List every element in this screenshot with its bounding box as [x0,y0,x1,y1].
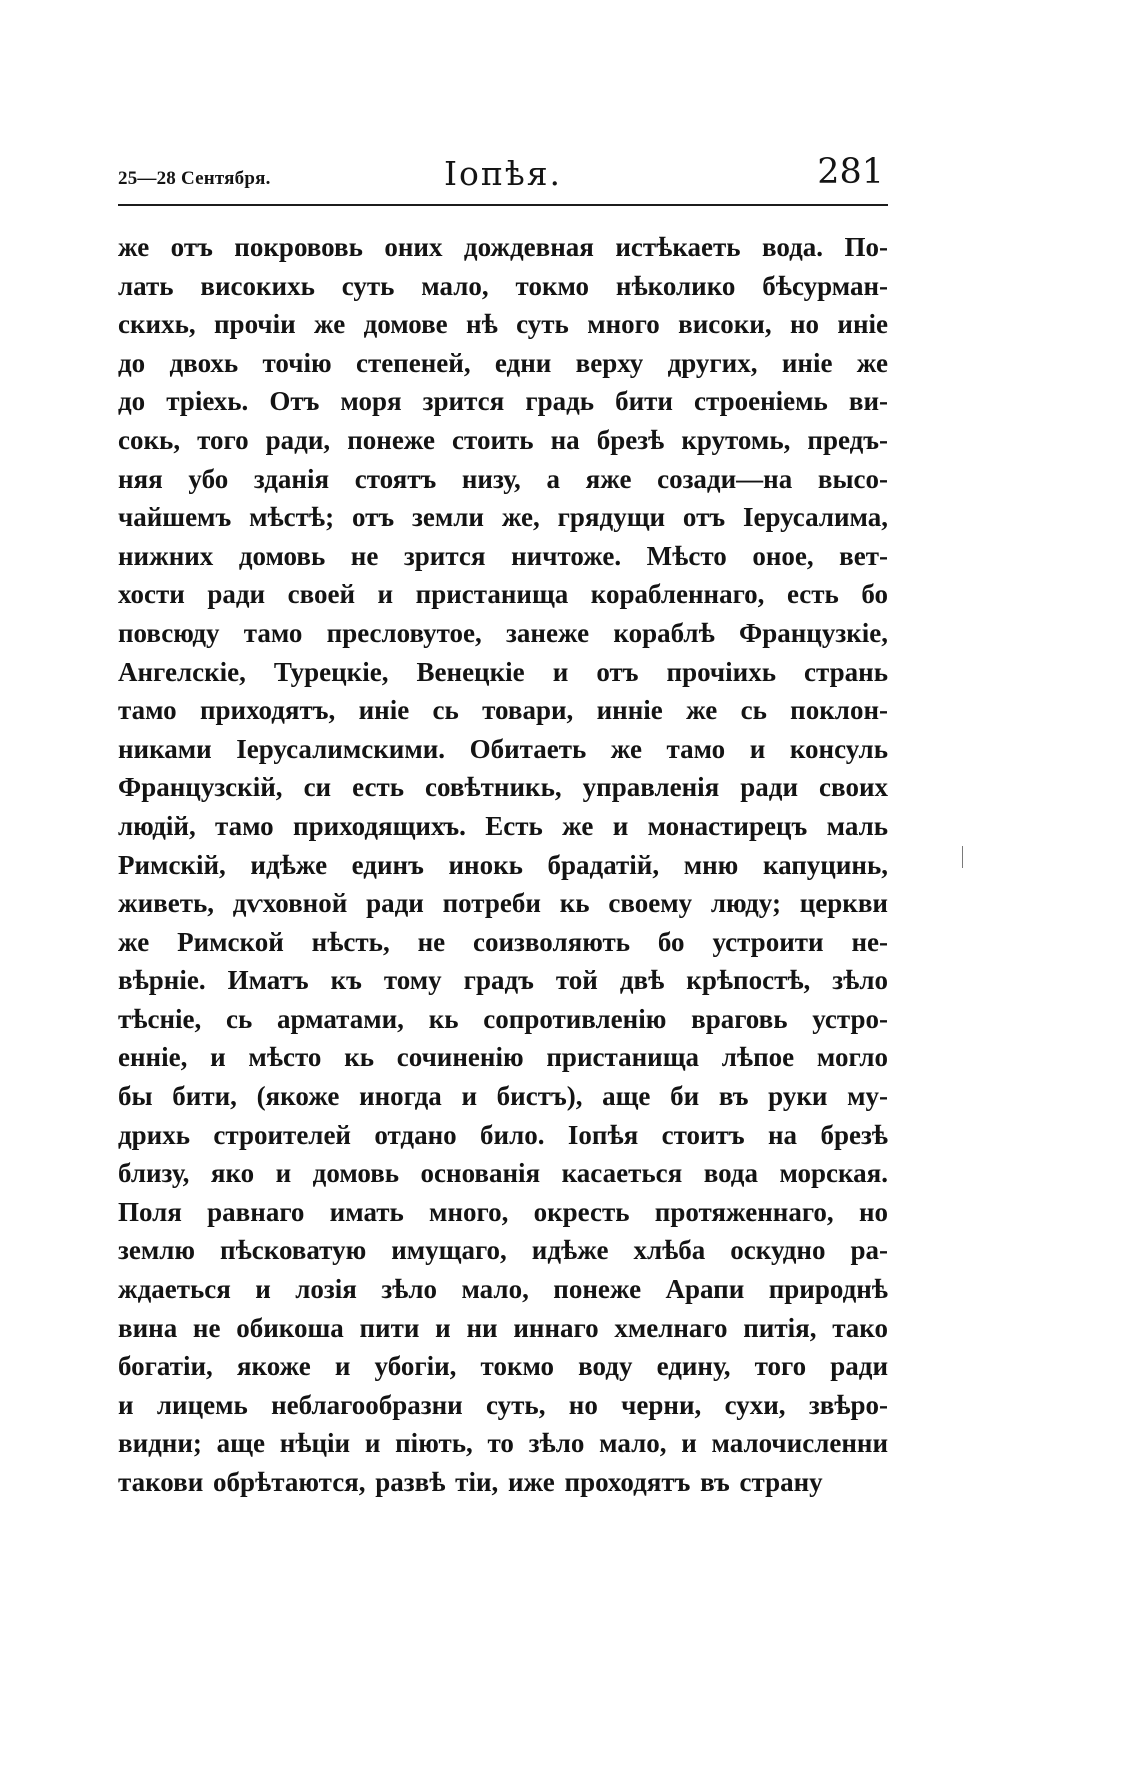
text-line: няя убо зданія стоятъ низу, а яже созади—на высо- [118,463,888,494]
text-line: хости ради своей и пристанища корабленнаго, есть бо [118,579,888,610]
text-line: Французскій, си есть совѣтникь, управленія ради своих [118,772,888,803]
text-line: тамо приходятъ, иніе сь товари, инніе же сь поклон- [118,695,888,726]
text-line: видни; аще нѣціи и піють, то зѣло мало, и малочисленни [118,1428,888,1459]
text-line: никами Іерусалимскими. Обитаеть же тамо и консуль [118,733,888,764]
text-line: дрихь строителей отдано било. Іопѣя стоитъ на брезѣ [118,1119,888,1150]
header-title: Іопѣя. [443,154,563,193]
text-line: Ангелскіе, Турецкіе, Венецкіе и отъ прочіихь странь [118,656,888,687]
text-line: до тріехь. Отъ моря зрится градь бити строеніемь ви- [118,386,888,417]
text-line: и лицемь неблагообразни суть, но черни, сухи, звѣро- [118,1389,888,1420]
page-number: 281 [817,152,884,192]
text-line: такови обрѣтаются, развѣ тіи, иже проходятъ въ страну [118,1467,823,1497]
text-line: же Римской нѣсть, не соизволяють бо устроити не- [118,926,888,957]
text-line: вѣрніе. Иматъ къ тому градъ той двѣ крѣпостѣ, зѣло [118,965,888,996]
text-line: лать високихь суть мало, токмо нѣколико бѣсурман- [118,270,888,301]
text-line: Римскій, идѣже единъ инокь брадатій, мню капуцинь, [118,849,888,880]
text-line: же отъ покрововь оних дождевная истѣкаеть вода. По- [118,232,888,262]
text-line: тѣсніе, сь арматами, кь сопротивленію враговь устро- [118,1003,888,1034]
header-rule [118,204,888,206]
text-line: богатіи, якоже и убогіи, токмо воду едину, того ради [118,1351,888,1382]
text-line: енніе, и мѣсто кь сочиненію пристанища лѣпое могло [118,1042,888,1073]
text-line: скихь, прочіи же домове нѣ суть много високи, но иніе [118,309,888,340]
text-line: чайшемъ мѣстѣ; отъ земли же, грядущи отъ Іерусалима, [118,502,888,533]
text-line: близу, яко и домовь основанія касаеться вода морская. [118,1158,888,1189]
text-line: вина не обикоша пити и ни иннаго хмелнаго питія, тако [118,1312,888,1343]
text-line: сокь, того ради, понеже стоить на брезѣ крутомь, предъ- [118,424,888,455]
text-line: людій, тамо приходящихъ. Есть же и монастирецъ маль [118,810,888,841]
text-line: бы бити, (якоже иногда и бистъ), аще би въ руки му- [118,1081,888,1112]
header-date-range: 25—28 Сентября. [118,168,271,189]
text-line: живеть, дѵховной ради потреби кь своему люду; церкви [118,888,888,919]
text-line: ждаеться и лозія зѣло мало, понеже Арапи природнѣ [118,1274,888,1305]
text-line: повсюду тамо пресловутое, занеже кораблѣ Французкіе, [118,617,888,648]
text-line: землю пѣсковатую имущаго, идѣже хлѣба оскудно ра- [118,1235,888,1266]
text-line: Поля равнаго имать много, окресть протяженнаго, но [118,1196,888,1227]
body-text [118,228,888,1502]
text-line: до двохь точію степеней, едни верху других, иніе же [118,347,888,378]
stray-mark [962,846,963,868]
running-head [118,150,888,202]
text-line: нижних домовь не зрится ничтоже. Мѣсто оное, вет- [118,540,888,571]
